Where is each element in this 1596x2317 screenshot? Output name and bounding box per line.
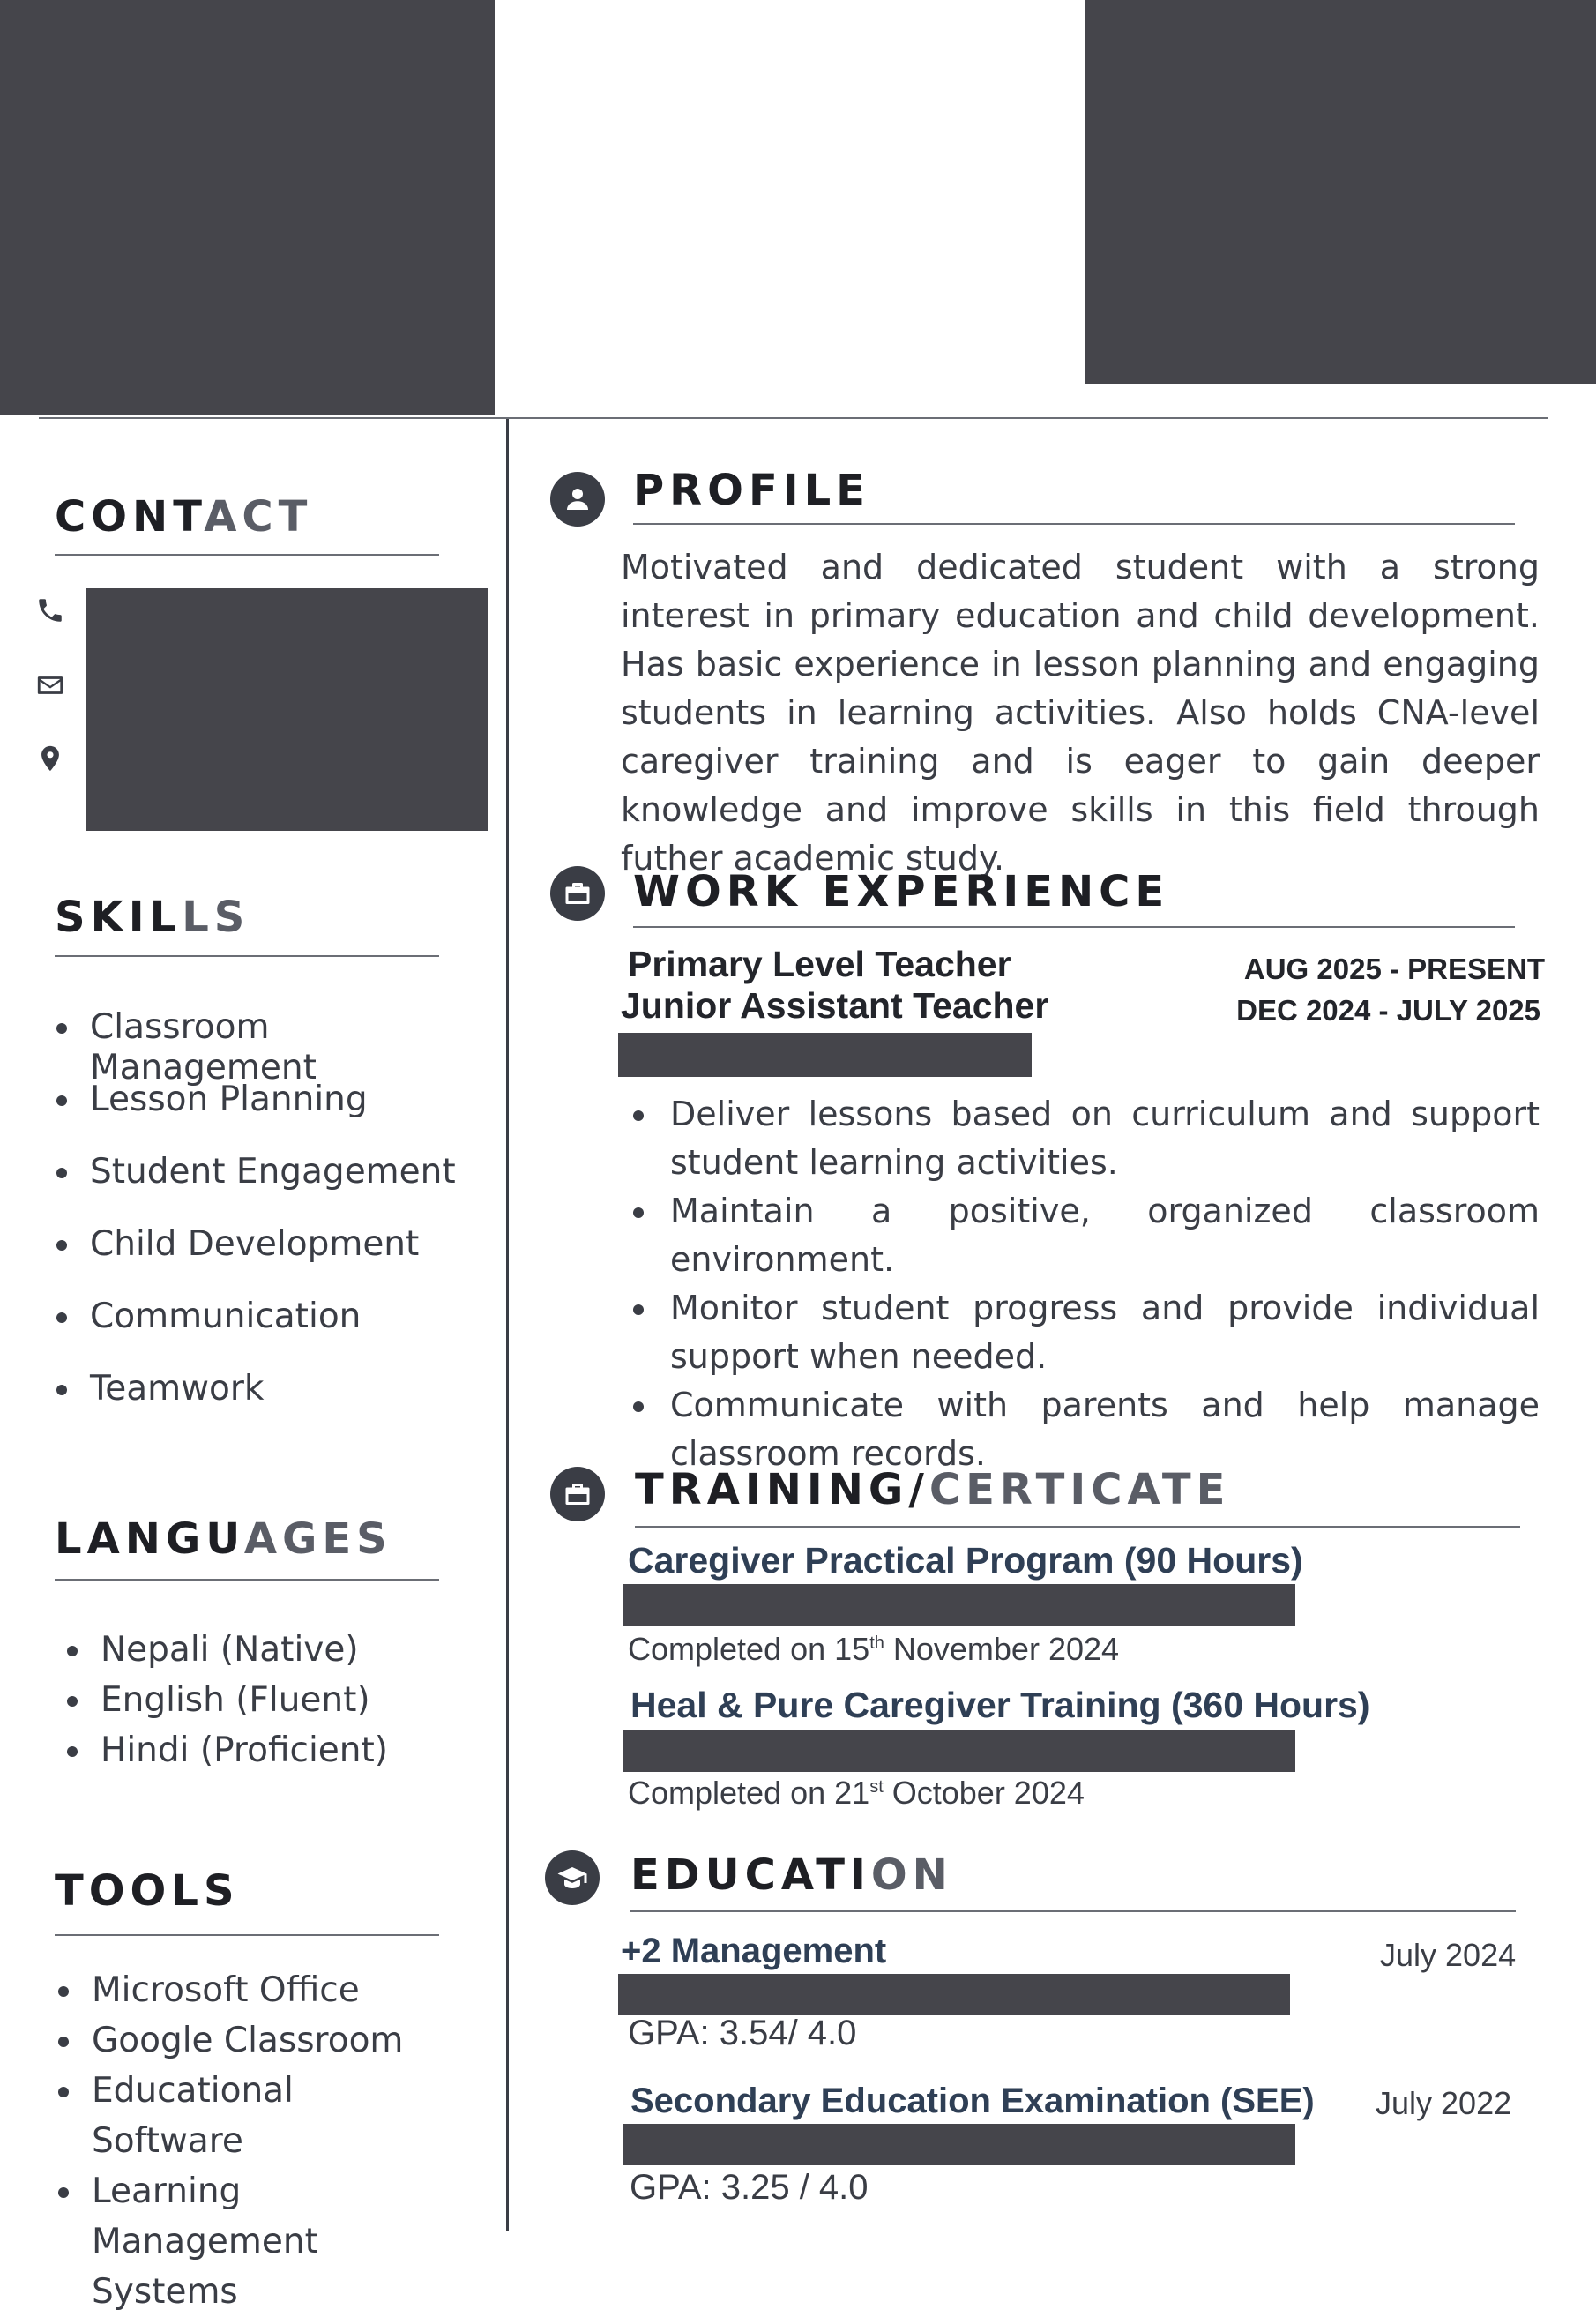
- training-completion-1: Completed on 15th November 2024: [628, 1631, 1120, 1667]
- job-date-1: AUG 2025 - PRESENT: [1243, 953, 1545, 985]
- skills-list: [53, 1007, 494, 1441]
- skills-rule: [55, 955, 439, 957]
- training-rule: [635, 1526, 1520, 1528]
- education-rule: [630, 1910, 1516, 1912]
- education-gpa-2: GPA: 3.25 / 4.0: [630, 2168, 869, 2207]
- languages-rule: [55, 1579, 439, 1581]
- tools-rule: [55, 1934, 439, 1936]
- list-item: English (Fluent): [63, 1680, 487, 1730]
- list-item: Monitor student progress and provide individual support when needed.: [621, 1284, 1540, 1381]
- education-title-2: Secondary Education Examination (SEE): [630, 2082, 1315, 2120]
- training-completion-2: Completed on 21st October 2024: [628, 1775, 1085, 1811]
- work-duties: [621, 1090, 1540, 1478]
- contact-rule: [55, 554, 439, 556]
- work-heading: WORK EXPERIENCE: [633, 867, 1170, 916]
- list-item: Classroom Management: [53, 1007, 494, 1080]
- header-redacted-right: [1085, 0, 1596, 384]
- list-item: Child Development: [53, 1224, 494, 1297]
- mail-icon: [35, 670, 65, 700]
- list-item: Educational Software: [55, 2066, 451, 2166]
- education-date-1: July 2024: [1380, 1937, 1517, 1973]
- tools-list: [55, 1965, 451, 2317]
- training-provider-redacted-2: [623, 1730, 1295, 1772]
- header-redacted-left: [0, 0, 495, 415]
- header-divider: [39, 417, 1548, 419]
- contact-heading: CONTACT: [55, 492, 313, 542]
- training-heading: TRAINING/CERTICATE: [635, 1465, 1231, 1514]
- school-redacted-2: [623, 2124, 1295, 2165]
- profile-icon: [550, 472, 605, 527]
- training-title-1: Caregiver Practical Program (90 Hours): [628, 1540, 1303, 1581]
- graduation-cap-icon: [545, 1850, 600, 1905]
- job-title-1: Primary Level Teacher: [628, 944, 1011, 984]
- list-item: Learning Management Systems: [55, 2166, 451, 2317]
- employer-redacted: [618, 1033, 1032, 1077]
- training-title-2: Heal & Pure Caregiver Training (360 Hours): [630, 1685, 1370, 1725]
- contact-details-redacted: [86, 588, 488, 831]
- skills-heading: SKILLS: [55, 893, 250, 942]
- column-divider: [506, 419, 509, 2231]
- list-item: Maintain a positive, organized classroom environment.: [621, 1187, 1540, 1284]
- work-rule: [633, 926, 1515, 928]
- education-date-2: July 2022: [1376, 2085, 1512, 2121]
- location-icon: [35, 744, 65, 774]
- phone-icon: [35, 595, 65, 625]
- profile-rule: [633, 523, 1515, 525]
- education-heading: EDUCATION: [630, 1850, 953, 1900]
- list-item: Student Engagement: [53, 1152, 494, 1224]
- job-title-2: Junior Assistant Teacher: [621, 985, 1049, 1026]
- list-item: Microsoft Office: [55, 1965, 451, 2015]
- list-item: Lesson Planning: [53, 1080, 494, 1152]
- list-item: Google Classroom: [55, 2015, 451, 2066]
- education-title-1: +2 Management: [621, 1932, 887, 1970]
- languages-list: [63, 1630, 487, 1781]
- training-provider-redacted-1: [623, 1584, 1295, 1626]
- list-item: Hindi (Proficient): [63, 1730, 487, 1781]
- list-item: Nepali (Native): [63, 1630, 487, 1680]
- tools-heading: TOOLS: [55, 1866, 240, 1916]
- list-item: Communicate with parents and help manage classroom records.: [621, 1381, 1540, 1478]
- list-item: Deliver lessons based on curriculum and support student learning activities.: [621, 1090, 1540, 1187]
- profile-heading: PROFILE: [633, 466, 870, 515]
- certificate-icon: [550, 1467, 605, 1521]
- list-item: Communication: [53, 1297, 494, 1369]
- profile-summary: Motivated and dedicated student with a strong interest in primary education and child development. Has basic experience in lesson planning and engaging students in learning activities. Also holds CNA-level caregiver training and is eager to gain deeper knowledge and improve skills in this field through futher academic study.: [621, 548, 1540, 878]
- job-date-2: DEC 2024 - JULY 2025: [1236, 994, 1540, 1027]
- education-gpa-1: GPA: 3.54/ 4.0: [628, 2014, 857, 2052]
- list-item: Teamwork: [53, 1369, 494, 1441]
- languages-heading: LANGUAGES: [55, 1514, 392, 1564]
- school-redacted-1: [618, 1974, 1290, 2015]
- briefcase-icon: [550, 866, 605, 921]
